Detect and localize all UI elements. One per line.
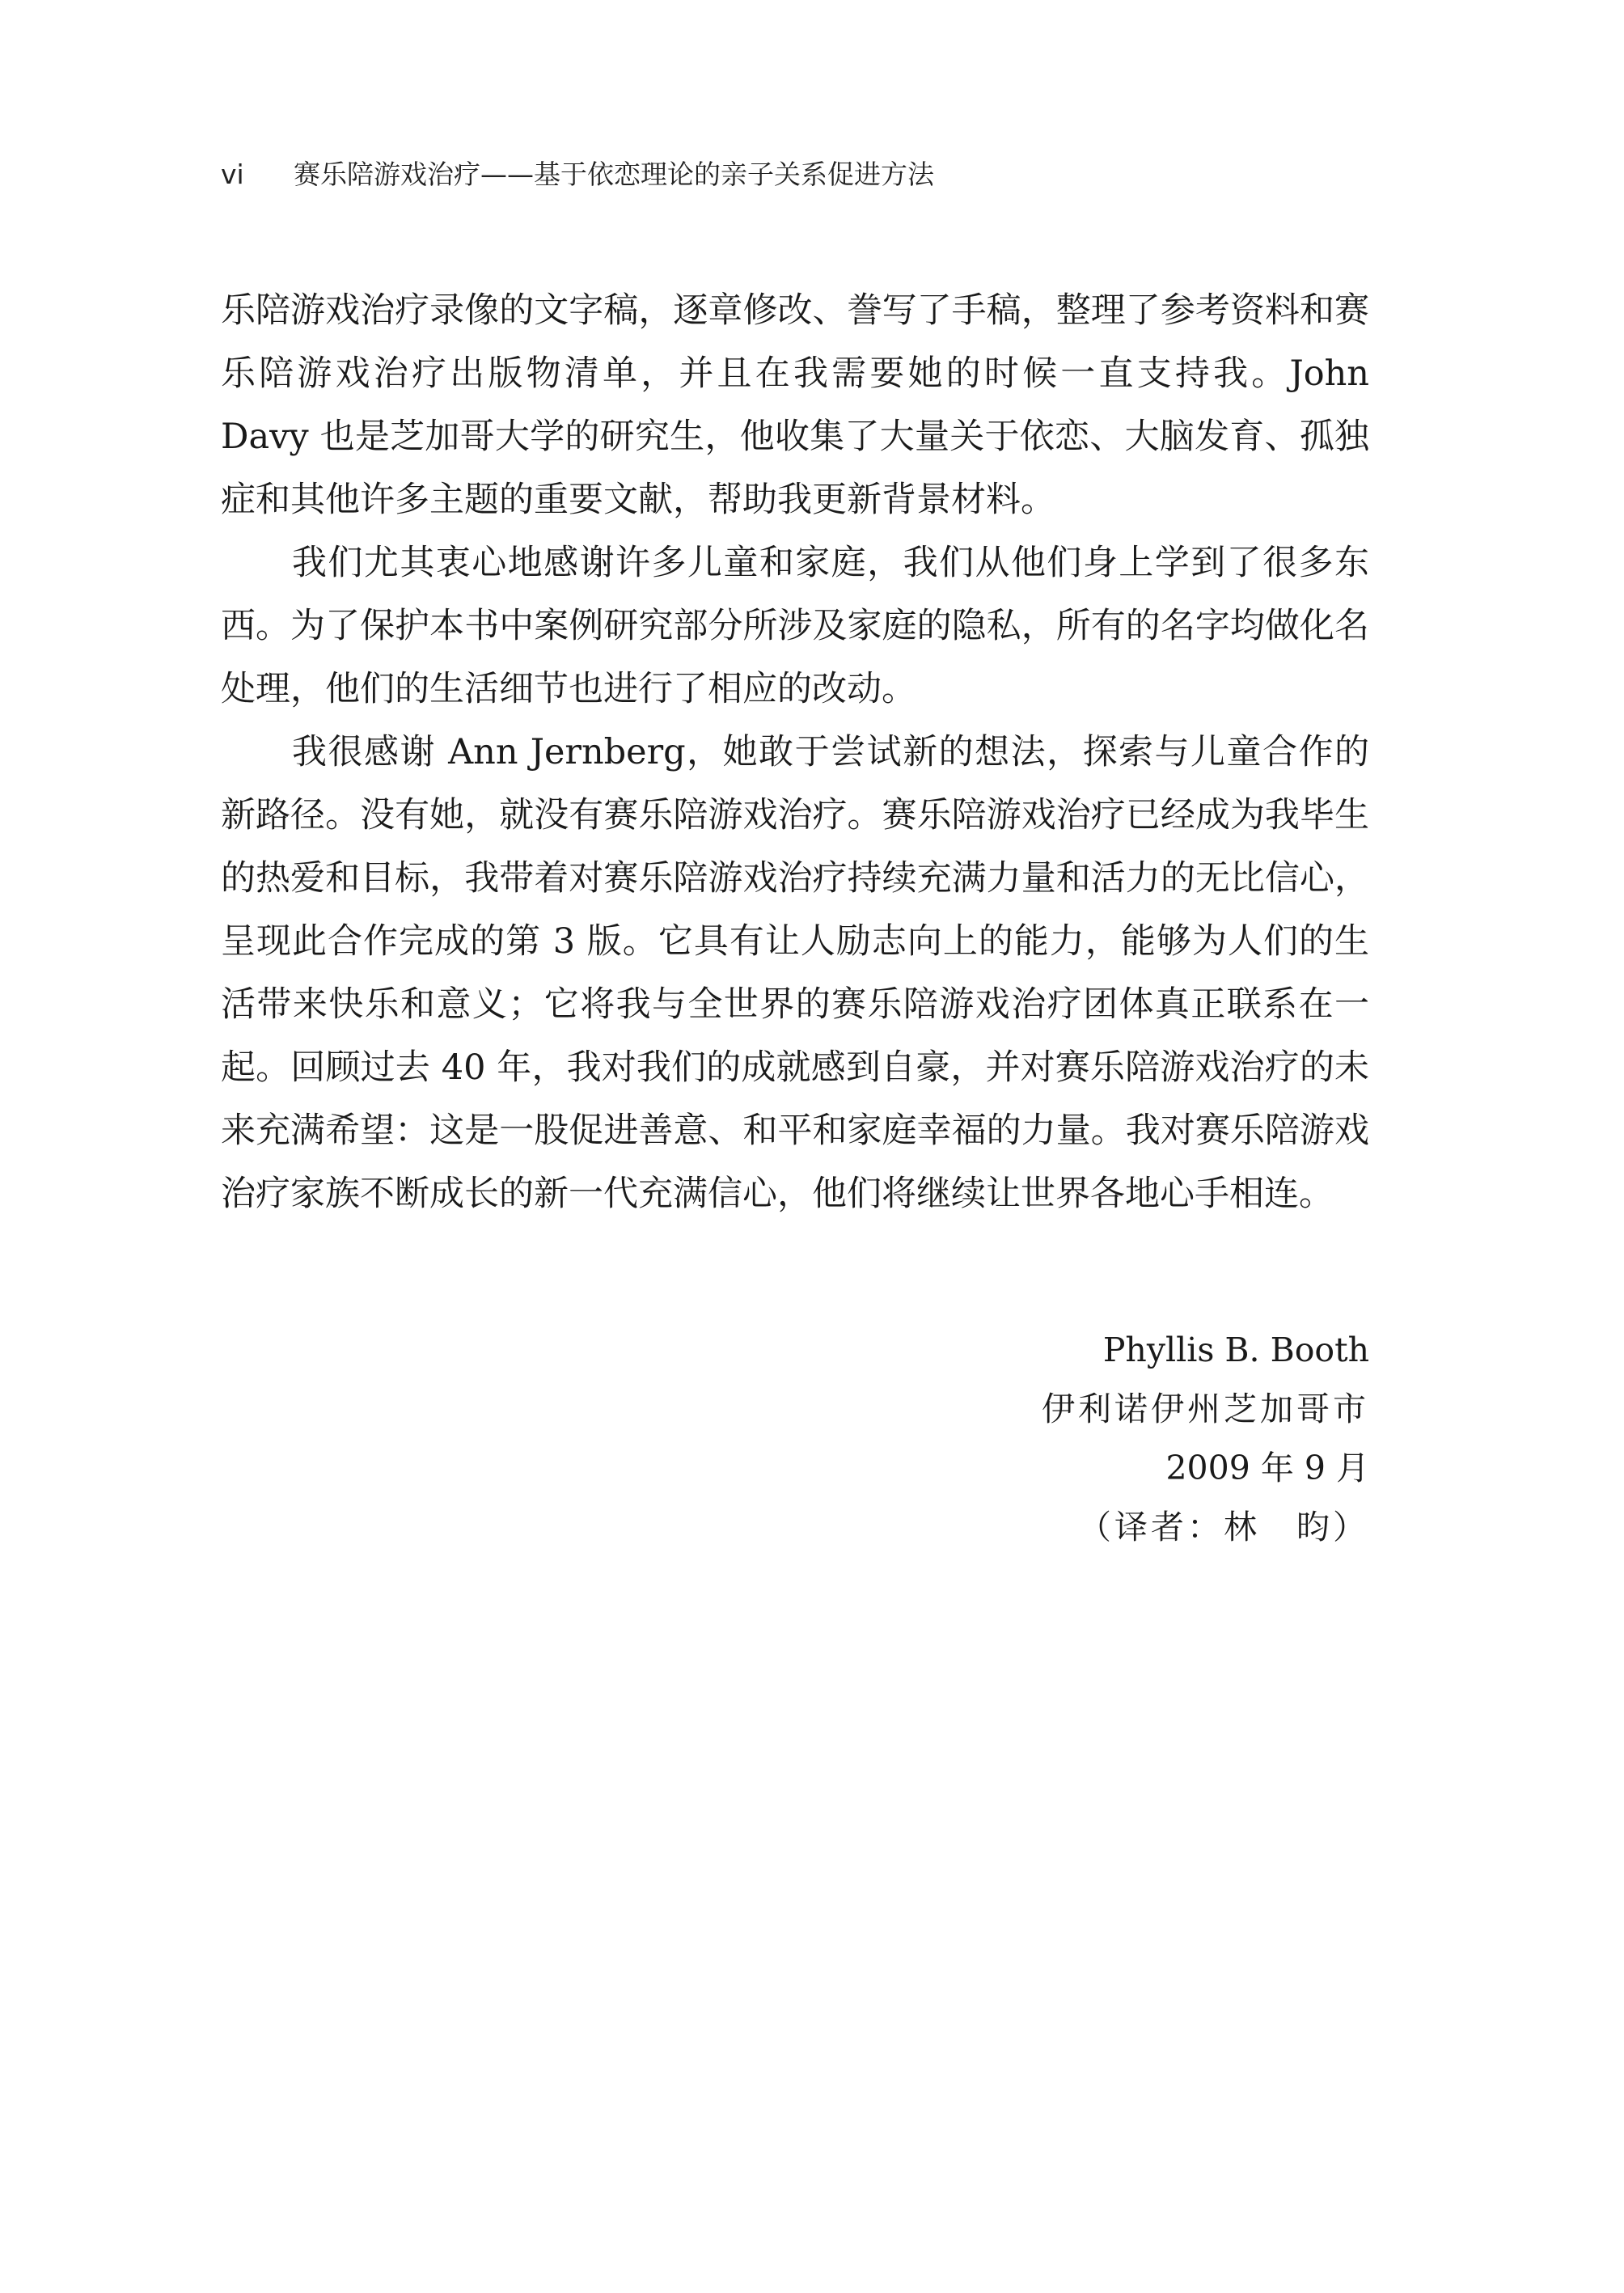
translator-note: （译者：林 昀） bbox=[1078, 1508, 1369, 1546]
signature-block bbox=[1042, 1321, 1369, 1557]
page-number: vi bbox=[221, 159, 244, 190]
running-head bbox=[221, 155, 934, 194]
book-title: 赛乐陪游戏治疗——基于依恋理论的亲子关系促进方法 bbox=[294, 159, 934, 190]
author-place: 伊利诺伊州芝加哥市 bbox=[1042, 1390, 1369, 1428]
paragraph-thanks-jernberg: 我很感谢 Ann Jernberg，她敢于尝试新的想法，探索与儿童合作的新路径。没有她，就没有赛乐陪游戏治疗。赛乐陪游戏治疗已经成为我毕生的热爱和目标，我带着对赛乐陪游戏治疗持续充满力量和活力的无比信心，呈现此合作完成的第 3 版。它具有让人励志向上的能力，能够为人们的生活带来快乐和意义；它将我与全世界的赛乐陪游戏治疗团体真正联系在一起。回顾过去 40 年，我对我们的成就感到自豪，并对赛乐陪游戏治疗的未来充满希望：这是一股促进善意、和平和家庭幸福的力量。我对赛乐陪游戏治疗家族不断成长的新一代充满信心，他们将继续让世界各地心手相连。 bbox=[221, 732, 1369, 1214]
body-text bbox=[221, 279, 1369, 1225]
paragraph-continued: 乐陪游戏治疗录像的文字稿，逐章修改、誊写了手稿，整理了参考资料和赛乐陪游戏治疗出版物清单，并且在我需要她的时候一直支持我。John Davy 也是芝加哥大学的研究生，他收集了大量关于依恋、大脑发育、孤独症和其他许多主题的重要文献，帮助我更新背景材料。 bbox=[221, 290, 1369, 520]
paragraph-thanks-families: 我们尤其衷心地感谢许多儿童和家庭，我们从他们身上学到了很多东西。为了保护本书中案例研究部分所涉及家庭的隐私，所有的名字均做化名处理，他们的生活细节也进行了相应的改动。 bbox=[221, 543, 1369, 709]
signature-date: 2009 年 9 月 bbox=[1165, 1449, 1369, 1487]
author-name: Phyllis B. Booth bbox=[1102, 1331, 1369, 1369]
